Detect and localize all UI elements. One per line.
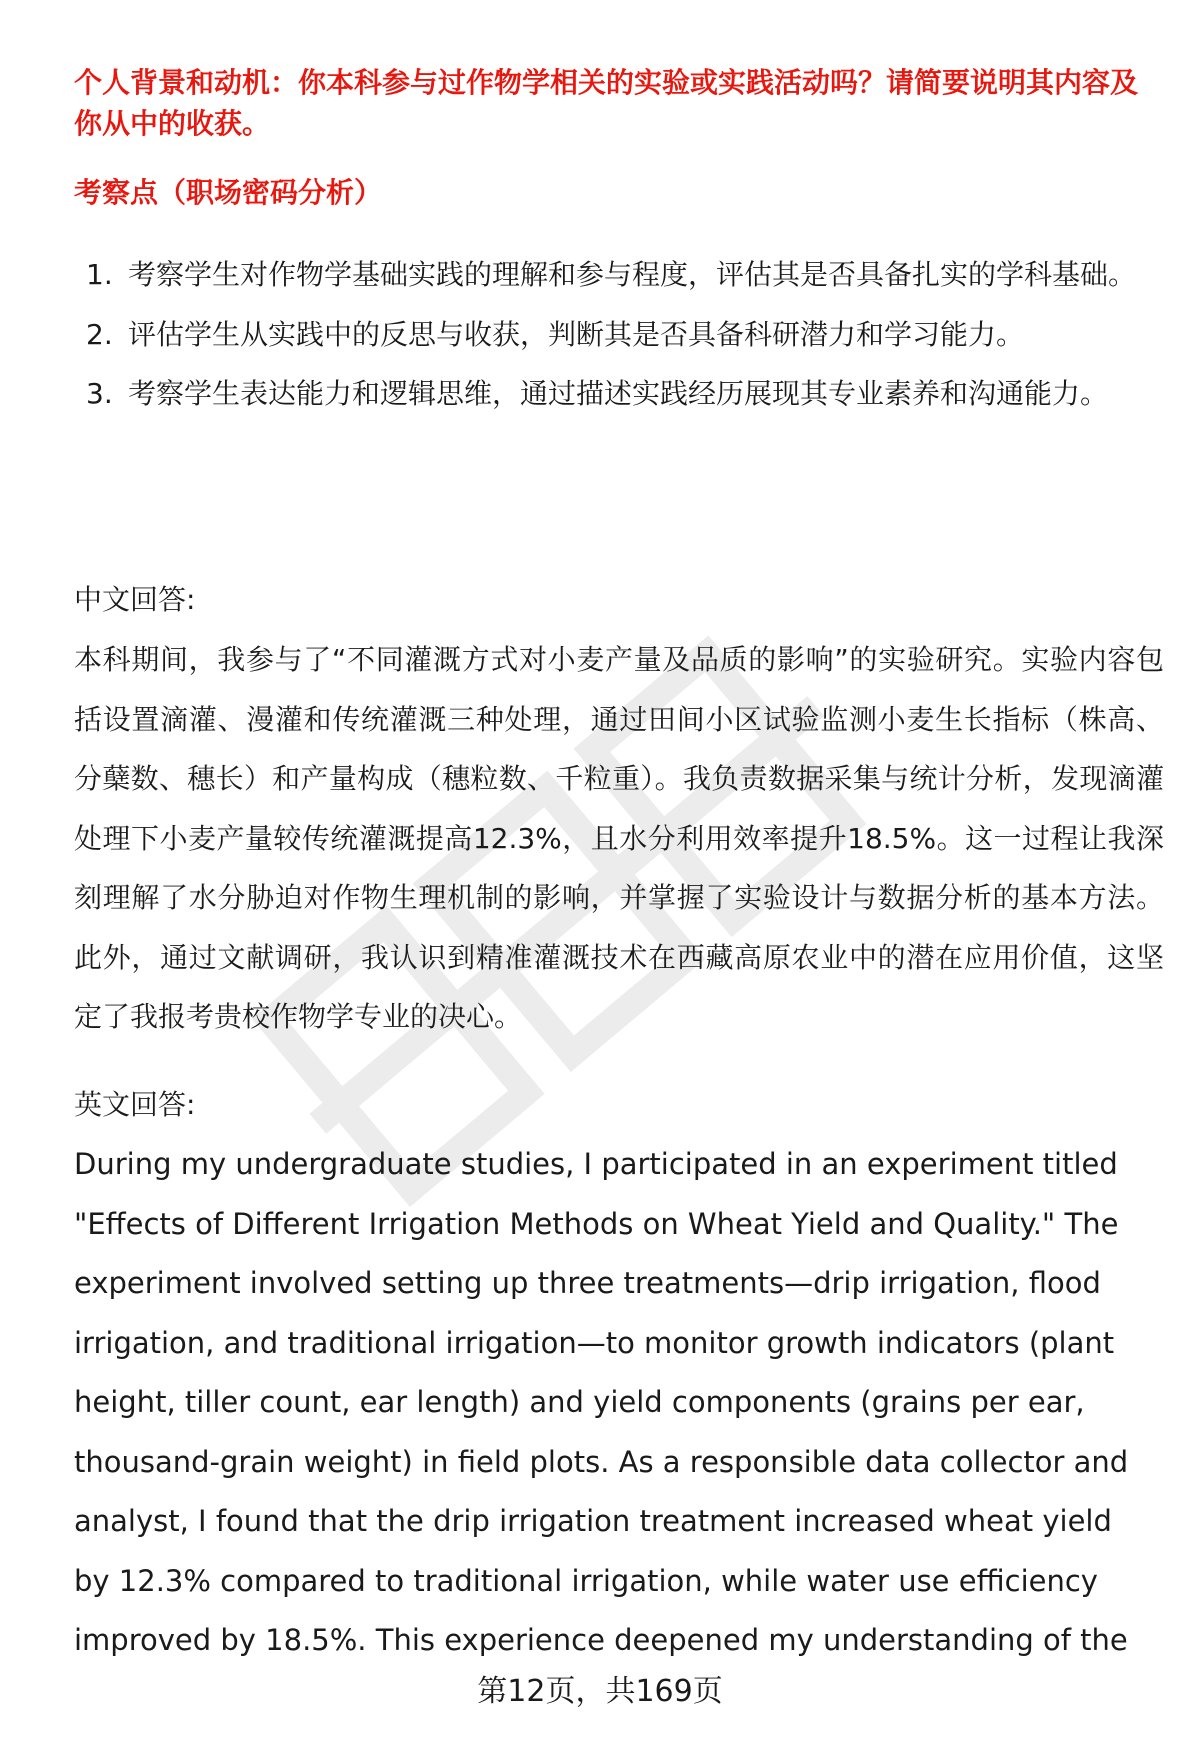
section-heading: 考察点（职场密码分析） bbox=[74, 176, 383, 209]
list-item bbox=[74, 245, 1160, 305]
list-item bbox=[74, 305, 1160, 365]
evaluation-points-list bbox=[74, 245, 1160, 424]
list-item-number: 2. bbox=[86, 317, 113, 351]
list-item-text: 评估学生从实践中的反思与收获，判断其是否具备科研潜力和学习能力。 bbox=[128, 317, 1025, 351]
question-heading: 个人背景和动机：你本科参与过作物学相关的实验或实践活动吗？请简要说明其内容及你从中的收获。 bbox=[74, 66, 1139, 140]
list-item-number: 3. bbox=[86, 377, 113, 410]
list-item bbox=[74, 364, 1160, 424]
list-item-text: 考察学生对作物学基础实践的理解和参与程度，评估其是否具备扎实的学科基础。 bbox=[128, 258, 1137, 291]
page-number-footer: 第12页，共169页 bbox=[477, 1674, 723, 1709]
list-item-text: 考察学生表达能力和逻辑思维，通过描述实践经历展现其专业素养和沟通能力。 bbox=[128, 377, 1109, 410]
chinese-answer-label: 中文回答: bbox=[74, 583, 196, 616]
list-item-number: 1. bbox=[86, 258, 113, 291]
english-answer-text: During my undergraduate studies, I participated in an experiment titled "Effects of Different Irrigation Methods on Wheat Yield and Quality." The experiment involved setting up three treatments—drip irrigation, flood irrigation, and traditional irrigation—to monitor growth indicators (plant height, tiller count, ear length) and yield components (grains per ear, thousand-grain weight) in field plots. As a responsible data collector and analyst, I found that the drip irrigation treatment increased wheat yield by 12.3% compared to traditional irrigation, while water use efficiency improved by 18.5%. This experience deepened my understanding of the bbox=[74, 1147, 1129, 1657]
english-answer-label: 英文回答: bbox=[74, 1088, 196, 1121]
chinese-answer-text: 本科期间，我参与了“不同灌溉方式对小麦产量及品质的影响”的实验研究。实验内容包括设置滴灌、漫灌和传统灌溉三种处理，通过田间小区试验监测小麦生长指标（株高、分蘖数、穗长）和产量构成（穗粒数、千粒重）。我负责数据采集与统计分析，发现滴灌处理下小麦产量较传统灌溉提高12.3%，且水分利用效率提升18.5%。这一过程让我深刻理解了水分胁迫对作物生理机制的影响，并掌握了实验设计与数据分析的基本方法。此外，通过文献调研，我认识到精准灌溉技术在西藏高原农业中的潜在应用价值，这坚定了我报考贵校作物学专业的决心。 bbox=[74, 643, 1164, 1033]
